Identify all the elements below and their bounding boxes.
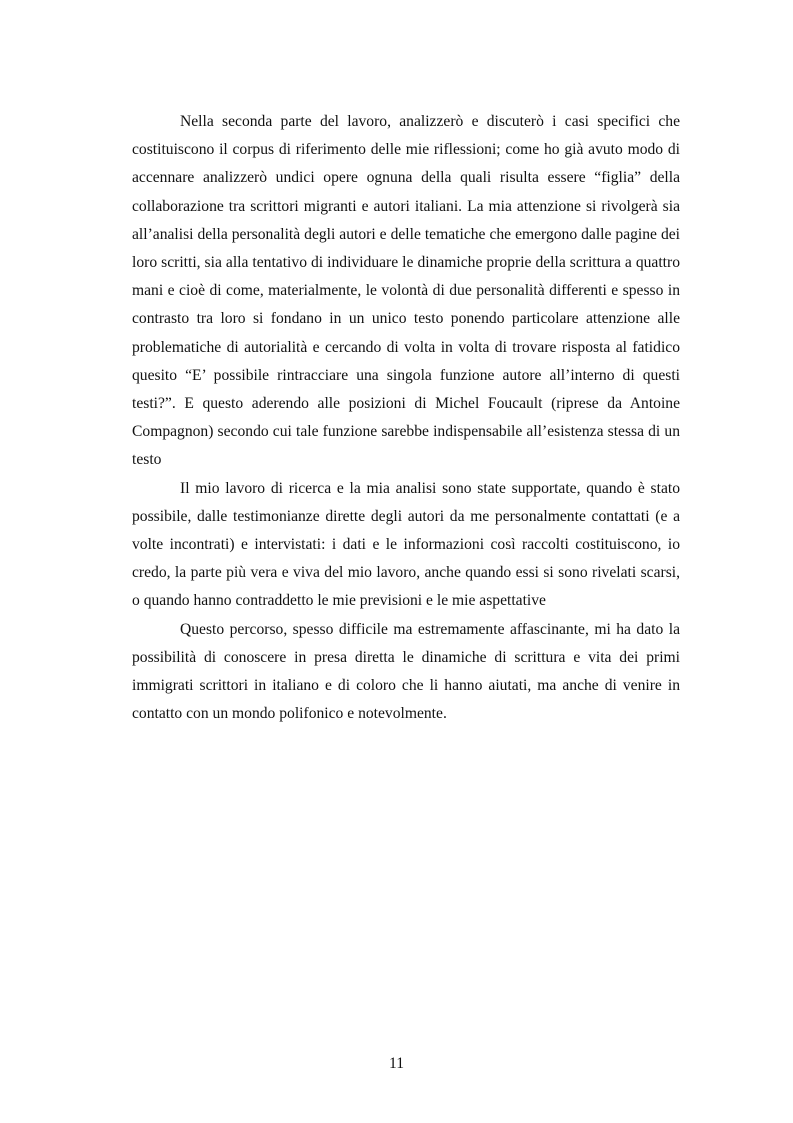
paragraph-3: Questo percorso, spesso difficile ma estremamente affascinante, mi ha dato la possibilità di conoscere in presa diretta le dinamiche di scrittura e vita dei primi immigrati scrittori in italiano e di coloro che li hanno aiutati, ma anche di venire in contatto con un mondo polifonico e notevolmente. <box>132 620 680 723</box>
page-number: 11 <box>388 1055 404 1072</box>
paragraph-2: Il mio lavoro di ricerca e la mia analisi sono state supportate, quando è stato possibile, dalle testimonianze dirette degli autori da me personalmente contattati (e a volte incontrati) e intervistati: i dati e le informazioni così raccolti costituiscono, io credo, la parte più vera e viva del mio lavoro, anche quando essi si sono rivelati scarsi, o quando hanno contraddetto le mie previsioni e le mie aspettative <box>132 479 680 610</box>
paragraph-1: Nella seconda parte del lavoro, analizzerò e discuterò i casi specifici che costituiscono il corpus di riferimento delle mie riflessioni; come ho già avuto modo di accennare analizzerò undici opere ognuna della quali risulta essere “figlia” della collaborazione tra scrittori migranti e autori italiani. La mia attenzione si rivolgerà sia all’analisi della personalità degli autori e delle tematiche che emergono dalle pagine dei loro scritti, sia alla tentativo di individuare le dinamiche proprie della scrittura a quattro mani e cioè di come, materialmente, le volontà di due personalità differenti e spesso in contrasto tra loro si fondano in un unico testo ponendo particolare attenzione alle problematiche di autorialità e cercando di volta in volta di trovare risposta al fatidico quesito “E’ possibile rintracciare una singola funzione autore all’interno di questi testi?”. E questo aderendo alle posizioni di Michel Foucault (riprese da Antoine Compagnon) secondo cui tale funzione sarebbe indispensabile all’esistenza stessa di un testo <box>132 113 680 469</box>
body-text <box>132 108 680 728</box>
